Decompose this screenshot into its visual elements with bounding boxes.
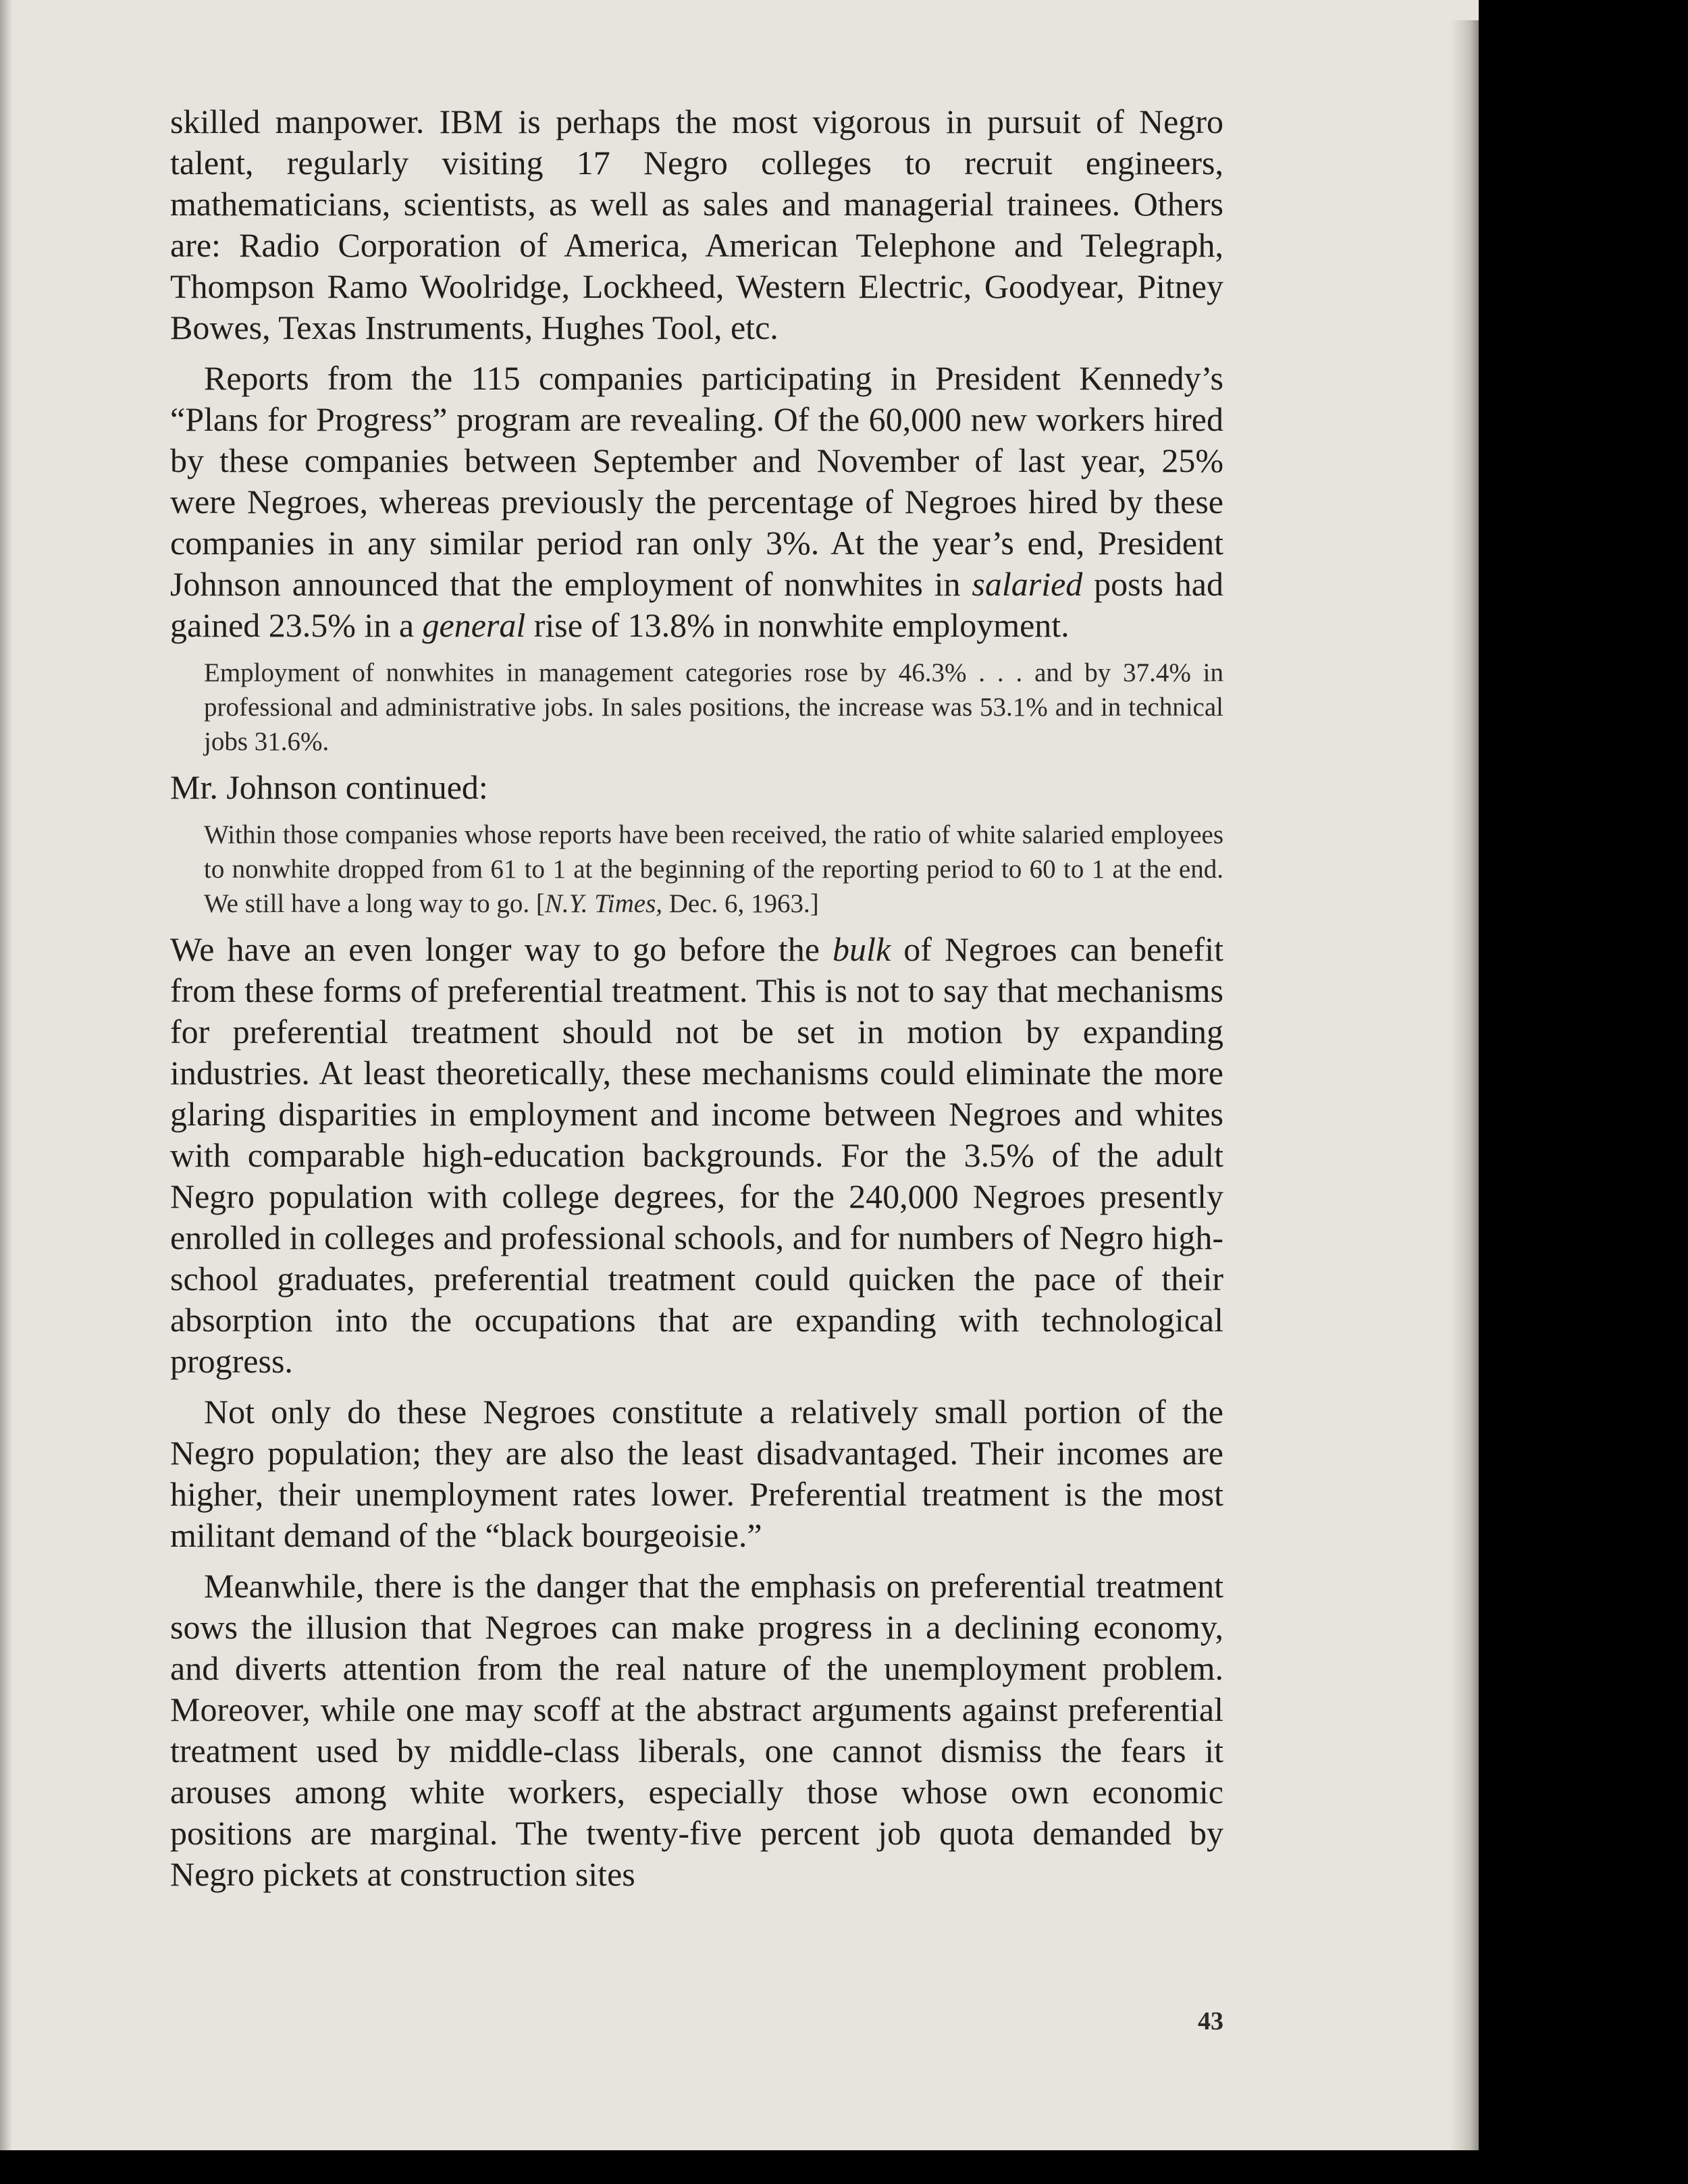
gutter-shadow (0, 0, 12, 2150)
emphasis-bulk: bulk (833, 930, 891, 968)
paragraph-text: We have an even longer way to go before the (170, 930, 833, 968)
paragraph-plans-for-progress (170, 358, 1223, 646)
paragraph-text: of Negroes can benefit from these forms of preferential treatment. This is not to say that mechanisms for preferential treatment should not be set in motion by expanding industries. At least theoretically, these mechanisms could eliminate the more glaring disparities in employment and income between Negroes and whites with comparable high-education backgrounds. For the 3.5% of the adult Negro population with college degrees, for the 240,000 Negroes presently enrolled in colleges and professional schools, and for numbers of Negro high-school graduates, preferential treatment could quicken the pace of their absorption into the occupations that are expanding with technological progress. (170, 930, 1223, 1380)
paragraph-longer-way (170, 929, 1223, 1382)
paragraph-text: Reports from the 115 companies participating in President Kennedy’s “Plans for Progress” program are revealing. Of the 60,000 new workers hired by these companies between September and November of last year, 25% were Negroes, whereas previously the percentage of Negroes hired by these companies in any similar period ran only 3%. At the year’s end, President Johnson announced that the employment of nonwhites in (170, 359, 1223, 603)
citation-date: Dec. 6, 1963.] (662, 889, 819, 918)
paragraph-black-bourgeoisie: Not only do these Negroes constitute a relatively small portion of the Negro population; they are also the least disadvantaged. Their incomes are higher, their unemployment rates lower. Preferential treatment is the most militant demand of the “black bourgeoisie.” (170, 1393, 1223, 1554)
body-text (170, 101, 1223, 1905)
page-number: 43 (1198, 2007, 1223, 2035)
block-quote-ratio (204, 818, 1223, 921)
citation-source: N.Y. Times, (544, 889, 662, 918)
paragraph-continuation: skilled manpower. IBM is perhaps the most vigorous in pursuit of Negro talent, regularly visiting 17 Negro colleges to recruit engineers, mathematicians, scientists, as well as sales and managerial trainees. Others are: Radio Corporation of America, American Telephone and Telegraph, Thompson Ramo Woolridge, Lockheed, Western Electric, Goodyear, Pitney Bowes, Texas Instruments, Hughes Tool, etc. (170, 103, 1223, 346)
paragraph-johnson-continued: Mr. Johnson continued: (170, 768, 488, 806)
emphasis-salaried: salaried (972, 565, 1083, 603)
quote-text: Within those companies whose reports have been received, the ratio of white salaried employees to nonwhite dropped from 61 to 1 at the beginning of the reporting period to 60 to 1 at the end. We still have a long way to go. [ (204, 820, 1223, 918)
paragraph-text: posts had gained 23.5% in a (170, 565, 1223, 644)
paragraph-meanwhile: Meanwhile, there is the danger that the emphasis on preferential treatment sows the illusion that Negroes can make progress in a declining economy, and diverts attention from the real nature of the unemployment problem. Moreover, while one may scoff at the abstract arguments against preferential treatment used by middle-class liberals, one cannot dismiss the fears it arouses among white workers, especially those whose own economic positions are marginal. The twenty-five percent job quota demanded by Negro pickets at construction sites (170, 1567, 1223, 1893)
block-quote-employment: Employment of nonwhites in management categories rose by 46.3% . . . and by 37.4% in professional and administrative jobs. In sales positions, the increase was 53.1% and in technical jobs 31.6%. (204, 658, 1223, 756)
page-edge (1450, 20, 1479, 2150)
emphasis-general: general (422, 606, 526, 644)
paragraph-text: rise of 13.8% in nonwhite employment. (525, 606, 1070, 644)
